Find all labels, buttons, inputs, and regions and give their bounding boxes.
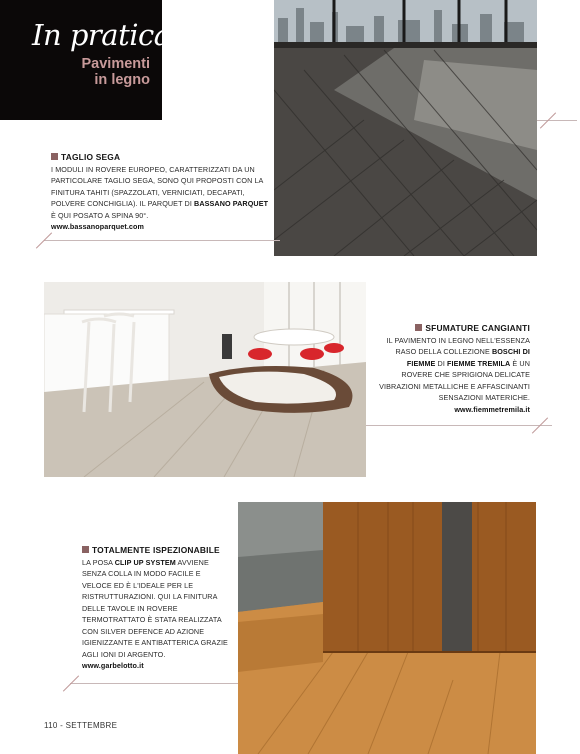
caption-taglio-sega [51, 152, 271, 233]
caption-url[interactable]: www.fiemmetremila.it [454, 404, 530, 414]
caption-text: È QUI POSATO A SPINA 90°. [51, 210, 149, 220]
caption-text: AVVIENE SENZA COLLA IN MODO FACILE E VELOCE ED È L'IDEALE PER LE RISTRUTTURAZIONI. QUI LA FINITURA DELLE TAVOLE IN ROVERE TERMOTRATTATO È STATA REALIZZATA CON SILVER DEFENCE AD AZIONE IGIENIZZANTE E ANTIBATTERICA GRAZIE AGLI IONI DI ARGENTO. [82, 557, 228, 659]
caption-title-row [82, 545, 232, 557]
caption-title: TOTALMENTE ISPEZIONABILE [92, 545, 220, 555]
caption-brand: BOSCHI DI FIEMME [406, 347, 530, 368]
photo-herringbone-floor [274, 0, 537, 256]
caption-brand: FIEMME TREMILA [447, 358, 511, 368]
corner-rule [537, 120, 577, 121]
photo-wood-wall-floor-art [238, 502, 536, 754]
header-section-title-line2: in legno [94, 72, 150, 88]
caption-title-row [51, 152, 271, 164]
photo-white-kitchen-floor [44, 282, 366, 477]
header-section-title [40, 56, 150, 88]
caption-body [374, 335, 530, 404]
caption-totalmente-ispezionabile [82, 545, 232, 672]
caption-sfumature-cangianti [374, 323, 530, 415]
caption-brand: CLIP UP SYSTEM [114, 557, 176, 567]
header-section-title-line1: Pavimenti [81, 56, 150, 72]
caption-brand: BASSANO PARQUET [194, 199, 269, 208]
photo-white-kitchen-floor-art [44, 282, 366, 477]
caption-url[interactable]: www.garbelotto.it [82, 661, 144, 670]
caption-rule [366, 425, 552, 426]
caption-rule [70, 683, 238, 684]
photo-wood-wall-floor [238, 502, 536, 754]
caption-body [82, 557, 232, 661]
caption-text: IL PAVIMENTO IN LEGNO NELL'ESSENZA RASO DELLA COLLEZIONE [386, 335, 530, 356]
caption-text: I MODULI IN ROVERE EUROPEO, CARATTERIZZATI DA UN PARTICOLARE TAGLIO SEGA, SONO QUI PROPOSTI CON LA FINITURA TAHITI (SPAZZOLATI, VERNICIATI, DECAPATI, POLVERE CONCHIGLIA). IL PARQUET DI [51, 164, 264, 208]
page-number: 110 - SETTEMBRE [44, 721, 118, 730]
caption-title: TAGLIO SEGA [61, 152, 121, 162]
caption-url[interactable]: www.bassanoparquet.com [51, 222, 144, 231]
caption-rule [44, 240, 280, 241]
caption-body [51, 164, 271, 222]
bullet-square-icon [415, 324, 422, 331]
bullet-square-icon [82, 546, 89, 553]
caption-text: DI [435, 358, 448, 368]
photo-herringbone-floor-art [274, 0, 537, 256]
caption-text: LA POSA [82, 557, 115, 567]
caption-text: È UN ROVERE CHE SPRIGIONA DELICATE VIBRAZIONI METALLICHE E AFFASCINANTI SENSAZIONI MATERICHE. [379, 358, 530, 402]
caption-title: SFUMATURE CANGIANTI [425, 323, 530, 333]
header-script-title: In pratica [32, 18, 171, 52]
bullet-square-icon [51, 153, 58, 160]
caption-title-row [374, 323, 530, 335]
